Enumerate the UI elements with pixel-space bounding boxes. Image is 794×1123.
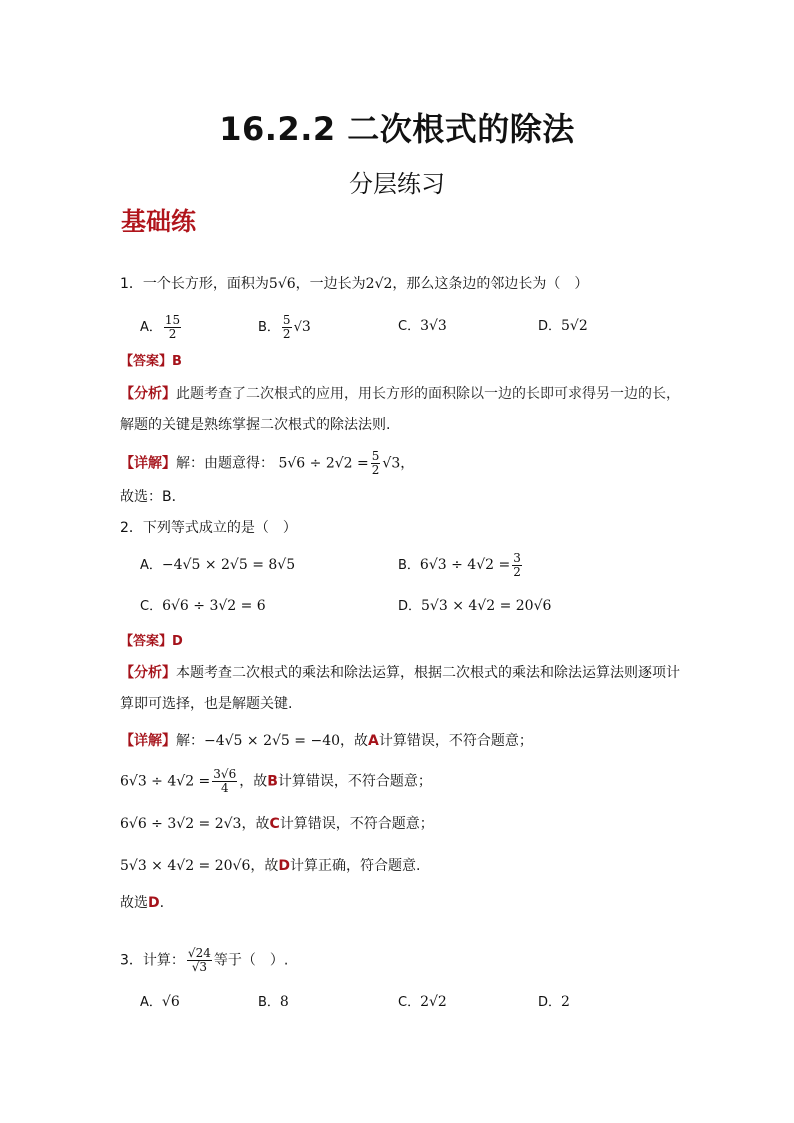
- choice-text: 故选: [120, 895, 148, 911]
- option-letter: D: [148, 895, 160, 911]
- fraction: [187, 947, 212, 974]
- option-label: D．: [538, 319, 562, 334]
- option-label: B．: [258, 320, 280, 335]
- option-value: 3√3: [420, 318, 447, 334]
- detail-label: 【详解】: [120, 733, 176, 749]
- q1-analysis-line-1: [120, 384, 680, 404]
- option-label: B．: [258, 995, 280, 1010]
- detail-text: ，故: [239, 773, 268, 790]
- q2-option-b: [398, 552, 524, 579]
- q1-stem-part: 1．一个长方形，面积为: [120, 276, 269, 292]
- option-label: A．: [140, 558, 162, 573]
- detail-text: 计算错误，不符合题意；: [378, 733, 533, 749]
- q1-stem: [120, 274, 588, 294]
- q1-stem-part: ，一边长为: [295, 276, 366, 292]
- q3-stem: [120, 947, 288, 974]
- q3-option-d: [538, 992, 570, 1013]
- q1-answer: 【答案】B: [120, 354, 182, 369]
- option-value: √6: [161, 994, 180, 1010]
- radicand: 3: [391, 455, 401, 472]
- q1-analysis-line-2: 解题的关键是熟练掌握二次根式的除法法则.: [120, 417, 391, 433]
- q2-detail-line-2: [120, 768, 432, 795]
- page-subtitle: 分层练习: [349, 170, 445, 198]
- option-label: C．: [398, 319, 421, 334]
- section-heading: 基础练: [121, 207, 197, 236]
- detail-expression: 5√3 × 4√2 = 20√6: [120, 858, 251, 874]
- q3-option-b: [258, 992, 289, 1013]
- option-letter: C: [269, 816, 280, 832]
- detail-end: ，: [400, 455, 415, 472]
- choice-text: .: [159, 895, 165, 911]
- denominator: 2: [513, 565, 521, 579]
- detail-text: 计算错误，不符合题意；: [277, 773, 432, 790]
- option-value: 2: [561, 994, 570, 1010]
- detail-text: 计算错误，不符合题意；: [279, 816, 434, 832]
- q2-answer: 【答案】D: [120, 634, 183, 649]
- q1-option-c: [398, 316, 447, 337]
- q1-option-d: [538, 316, 588, 337]
- option-value: 2√2: [420, 994, 447, 1010]
- fraction: [164, 314, 181, 341]
- detail-text: ，故: [241, 816, 270, 832]
- option-letter: B: [267, 773, 278, 790]
- option-label: D．: [398, 599, 422, 614]
- analysis-label: 【分析】: [120, 386, 176, 402]
- radicand: 3: [301, 319, 311, 335]
- q2-detail-line-1: [120, 731, 533, 751]
- q1-option-a: [140, 314, 183, 341]
- q3-stem-part: 等于（ ）.: [213, 952, 289, 969]
- option-letter: A: [368, 733, 379, 749]
- detail-expression: −4√5 × 2√5 = −40: [204, 733, 341, 749]
- q2-stem: 2．下列等式成立的是（ ）: [120, 520, 297, 536]
- q2-detail-line-3: [120, 814, 434, 834]
- detail-text: 计算正确，符合题意.: [290, 858, 421, 874]
- denominator: 2: [371, 463, 380, 477]
- detail-label: 【详解】: [120, 455, 176, 472]
- q3-option-c: [398, 992, 447, 1013]
- option-label: C．: [398, 995, 421, 1010]
- analysis-label: 【分析】: [120, 665, 176, 681]
- option-label: A．: [140, 320, 162, 335]
- q1-detail: [120, 450, 414, 477]
- sqrt-icon: √: [293, 320, 302, 335]
- detail-expression: 6√3 ÷ 4√2 =: [120, 773, 211, 790]
- q2-option-c: [140, 596, 266, 617]
- page-title: 16.2.2 二次根式的除法: [219, 110, 575, 148]
- numerator: 15: [164, 313, 181, 327]
- analysis-text: 本题考查二次根式的乘法和除法运算，根据二次根式的乘法和除法运算法则逐项计: [176, 665, 680, 681]
- option-label: D．: [538, 995, 562, 1010]
- option-expression: −4√5 × 2√5 = 8√5: [161, 557, 296, 573]
- denominator: 2: [282, 327, 291, 341]
- q2-analysis-line-2: 算即可选择，也是解题关键.: [120, 696, 293, 712]
- option-expression: 5√3 × 4√2 = 20√6: [421, 598, 552, 614]
- option-expression: 6√3 ÷ 4√2 =: [419, 557, 511, 573]
- q2-option-a: [140, 555, 295, 576]
- option-label: B．: [398, 558, 420, 573]
- option-label: A．: [140, 995, 162, 1010]
- numerator: 3: [513, 551, 521, 565]
- sqrt-icon: √: [382, 455, 392, 472]
- q1-area: 5√6: [268, 276, 296, 292]
- q2-analysis-line-1: [120, 663, 680, 683]
- option-label: C．: [140, 599, 163, 614]
- numerator: 5: [282, 313, 291, 327]
- detail-text: ，故: [340, 733, 369, 749]
- option-value: 8: [279, 994, 289, 1010]
- q1-choice: 故选：B．: [120, 489, 186, 505]
- fraction: [212, 768, 237, 795]
- q2-option-d: [398, 596, 551, 617]
- denominator: √3: [191, 960, 208, 974]
- option-value: 5√2: [561, 318, 588, 334]
- detail-text: ，故: [250, 858, 279, 874]
- fraction: [282, 314, 292, 341]
- q1-side: 2√2: [365, 276, 393, 292]
- q1-stem-part: ，那么这条边的邻边长为（ ）: [392, 276, 589, 292]
- q2-detail-line-4: [120, 856, 420, 876]
- numerator: √24: [187, 946, 211, 960]
- q2-choice: [120, 893, 164, 913]
- q3-option-a: [140, 992, 180, 1013]
- fraction: [371, 450, 381, 477]
- detail-text: 解：由题意得：: [176, 455, 274, 472]
- fraction: [512, 552, 522, 579]
- analysis-text: 此题考查了二次根式的应用，用长方形的面积除以一边的长即可求得另一边的长，: [176, 386, 680, 402]
- option-expression: 6√6 ÷ 3√2 = 6: [162, 598, 266, 614]
- denominator: 2: [168, 327, 177, 341]
- detail-expression: 6√6 ÷ 3√2 = 2√3: [120, 816, 242, 832]
- q3-stem-part: 3．计算：: [120, 952, 185, 969]
- numerator: 5: [371, 449, 380, 463]
- denominator: 4: [220, 781, 229, 795]
- q1-option-b: [258, 314, 311, 341]
- detail-text: 解：: [176, 733, 204, 749]
- detail-expression: 5√6 ÷ 2√2 =: [278, 455, 369, 472]
- numerator: 3√6: [213, 767, 237, 781]
- option-letter: D: [278, 858, 290, 874]
